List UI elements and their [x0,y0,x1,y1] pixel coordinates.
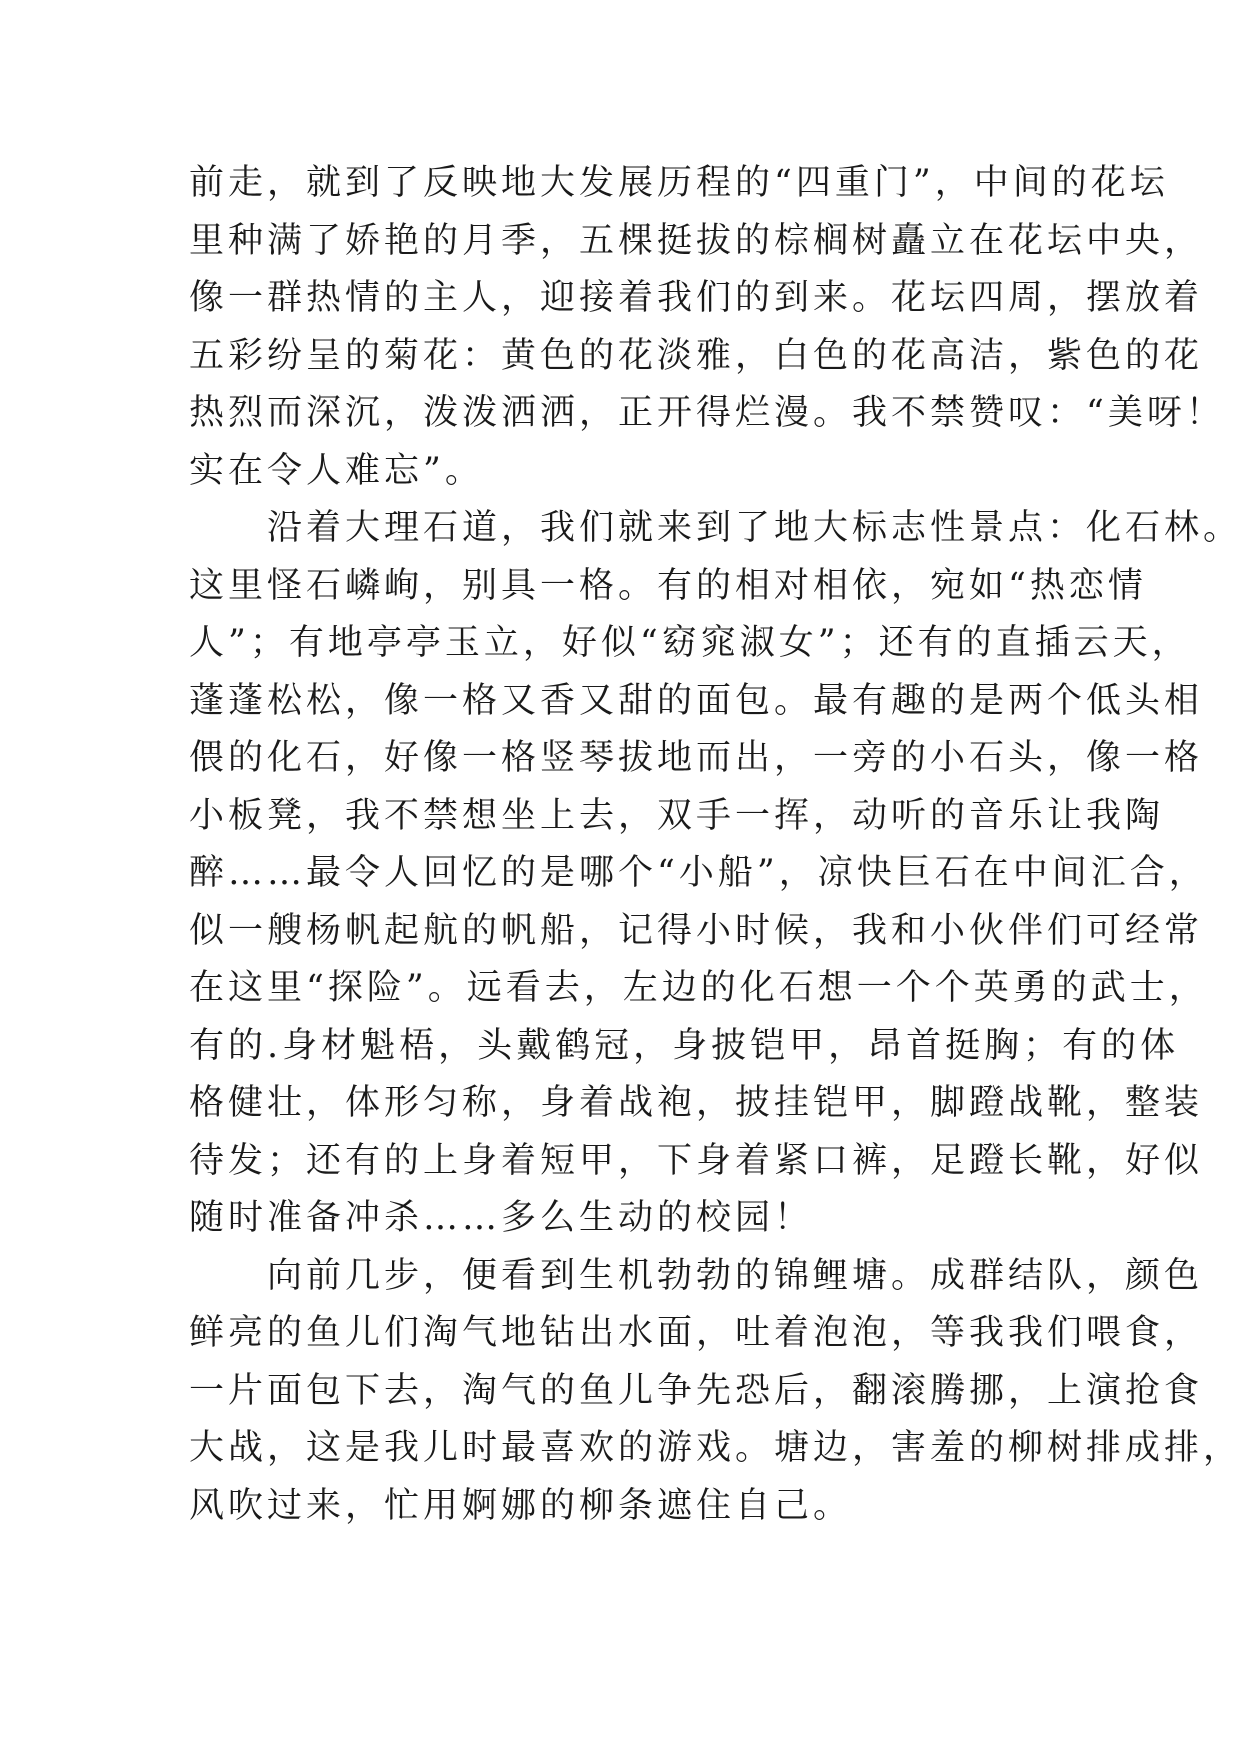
text-line: 鲜亮的鱼儿们淘气地钻出水面，吐着泡泡，等我我们喂食， [189,1313,1204,1353]
text-line: 蓬蓬松松，像一格又香又甜的面包。最有趣的是两个低头相 [189,680,1204,721]
text-line: 小板凳，我不禁想坐上去，双手一挥，动听的音乐让我陶 [189,795,1165,836]
text-line: 随时准备冲杀……多么生动的校园！ [189,1198,814,1238]
text-line: 实在令人难忘”。 [189,450,484,491]
text-line: 醉……最令人回忆的是哪个“小船”，凉快巨石在中间汇合， [189,853,1208,893]
text-line: 大战，这是我儿时最喜欢的游戏。塘边，害羞的柳树排成排， [189,1428,1242,1468]
text-line: 似一艘杨帆起航的帆船，记得小时候，我和小伙伴们可经常 [189,910,1204,951]
text-line: 偎的化石，好像一格竖琴拔地而出，一旁的小石头，像一格 [189,738,1204,778]
text-line: 五彩纷呈的菊花：黄色的花淡雅，白色的花高洁，紫色的花 [189,335,1204,376]
text-line: 一片面包下去，淘气的鱼儿争先恐后，翻滚腾挪，上演抢食 [189,1370,1204,1411]
paragraph-3 [189,1248,1242,1536]
text-line: 沿着大理石道，我们就来到了地大标志性景点：化石林。 [267,508,1242,548]
text-line: 前走，就到了反映地大发展历程的“四重门”，中间的花坛 [189,163,1169,203]
text-line: 像一群热情的主人，迎接着我们的到来。花坛四周，摆放着 [189,278,1204,318]
text-line: 向前几步，便看到生机勃勃的锦鲤塘。成群结队，颜色 [267,1255,1204,1296]
text-line: 这里怪石嶙峋，别具一格。有的相对相依，宛如“热恋情 [189,565,1147,606]
paragraph-2 [189,500,1242,1248]
text-line: 人”；有地亭亭玉立，好似“窈窕淑女”；还有的直插云天， [189,623,1191,663]
document-body [189,155,1242,1535]
text-line: 有的.身材魁梧，头戴鹤冠，身披铠甲，昂首挺胸；有的体 [189,1025,1180,1066]
text-line: 风吹过来，忙用婀娜的柳条遮住自己。 [189,1485,853,1526]
text-line: 待发；还有的上身着短甲，下身着紧口裤，足蹬长靴，好似 [189,1140,1204,1181]
paragraph-1 [189,155,1225,500]
text-line: 在这里“探险”。远看去，左边的化石想一个个英勇的武士， [189,968,1208,1008]
text-line: 里种满了娇艳的月季，五棵挺拔的棕榈树矗立在花坛中央， [189,220,1204,261]
text-line: 热烈而深沉，泼泼洒洒，正开得烂漫。我不禁赞叹：“美呀！ [189,393,1225,433]
text-line: 格健壮，体形匀称，身着战袍，披挂铠甲，脚蹬战靴，整装 [189,1083,1204,1123]
